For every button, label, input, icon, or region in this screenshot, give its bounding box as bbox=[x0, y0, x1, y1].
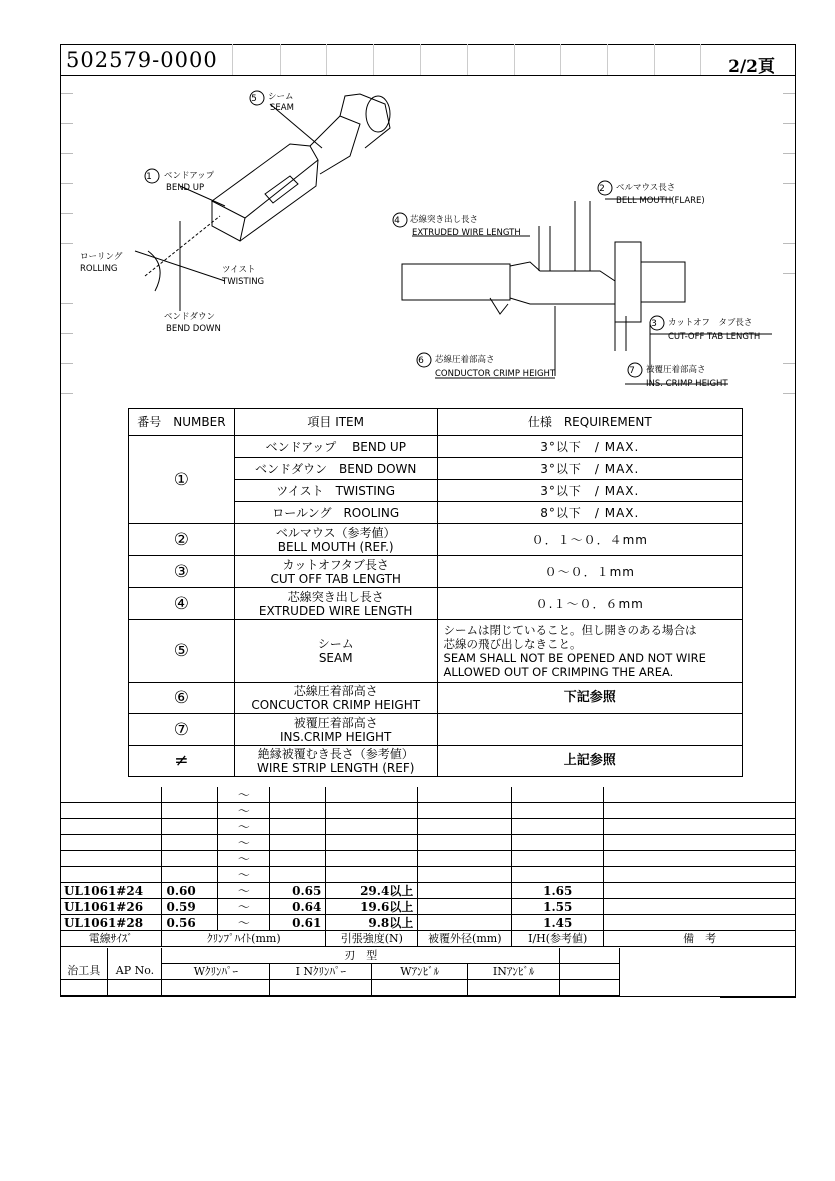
header-grid-line bbox=[560, 44, 561, 75]
tilde: ～ bbox=[218, 899, 270, 915]
rolling-arc bbox=[148, 251, 160, 291]
bendup-jp: ベンドアップ bbox=[164, 171, 215, 181]
row-item: ロールング ROOLING bbox=[234, 502, 437, 524]
in-crimper-label: I Nｸﾘﾝﾊﾟｰ bbox=[270, 964, 372, 980]
cutoff-num: 3 bbox=[651, 319, 657, 329]
tilde: ～ bbox=[218, 819, 270, 835]
side-view-body bbox=[510, 262, 615, 304]
item-jp: 被覆圧着部高さ bbox=[293, 715, 378, 730]
bendup-en: BEND UP bbox=[166, 183, 205, 193]
header-grid-line bbox=[467, 44, 468, 75]
tooling-row bbox=[60, 948, 620, 964]
terminal-drawing bbox=[60, 76, 796, 406]
insulation-od bbox=[418, 915, 512, 931]
empty-row bbox=[60, 835, 796, 851]
row-requirement: 3°以下 / MAX. bbox=[437, 436, 742, 458]
terminal-box bbox=[212, 144, 318, 218]
empty-row bbox=[60, 787, 796, 803]
extruded-en: EXTRUDED WIRE LENGTH bbox=[412, 228, 521, 238]
bell-num: 2 bbox=[599, 184, 605, 194]
item-en: WIRE STRIP LENGTH (REF) bbox=[256, 761, 415, 775]
terminal-barrel bbox=[340, 94, 390, 148]
remarks bbox=[604, 915, 796, 931]
conductor-jp: 芯線圧着部高さ bbox=[435, 355, 495, 365]
tilde: ～ bbox=[218, 883, 270, 899]
remarks bbox=[604, 883, 796, 899]
empty-row bbox=[60, 867, 796, 883]
header-requirement: 仕様 REQUIREMENT bbox=[437, 409, 742, 436]
tensile: 19.6以上 bbox=[326, 899, 418, 915]
blank bbox=[162, 980, 270, 996]
side-view-tab bbox=[615, 242, 641, 322]
req-line: シームは閉じていること。但し開きのある場合は bbox=[443, 623, 697, 637]
ins-num: 7 bbox=[629, 366, 635, 376]
blank bbox=[372, 980, 468, 996]
spec-table bbox=[128, 408, 743, 777]
tensile: 9.8以上 bbox=[326, 915, 418, 931]
blank bbox=[270, 980, 372, 996]
item-jp: カットオフタブ長さ bbox=[282, 557, 389, 572]
side-view-end bbox=[641, 262, 685, 302]
ih-value: 1.45 bbox=[512, 915, 604, 931]
row-item bbox=[234, 588, 437, 620]
w-anvil-label: Wｱﾝﾋﾞﾙ bbox=[372, 964, 468, 980]
crimp-max: 0.65 bbox=[270, 883, 326, 899]
w-crimper-label: Wｸﾘﾝﾊﾟｰ bbox=[162, 964, 270, 980]
ap-no-label: AP No. bbox=[108, 964, 162, 980]
tensile: 29.4以上 bbox=[326, 883, 418, 899]
row-requirement bbox=[437, 714, 742, 746]
blank bbox=[560, 948, 620, 964]
crimp-row bbox=[60, 915, 796, 931]
spec-header-row bbox=[129, 409, 743, 436]
col-ih: I/H(参考値) bbox=[512, 931, 604, 947]
row-requirement: 3°以下 / MAX. bbox=[437, 458, 742, 480]
blank bbox=[560, 980, 620, 996]
header-grid-line bbox=[654, 44, 655, 75]
extruded-jp: 芯線突き出し長さ bbox=[410, 215, 479, 225]
row-number: ⑦ bbox=[129, 714, 235, 746]
header-grid-line bbox=[232, 44, 233, 75]
blank bbox=[560, 964, 620, 980]
spec-row bbox=[129, 436, 743, 458]
row-requirement: 上記参照 bbox=[437, 746, 742, 777]
item-en: CONCUCTOR CRIMP HEIGHT bbox=[251, 698, 421, 712]
blank bbox=[60, 948, 108, 964]
ins-jp: 被覆圧着部高さ bbox=[646, 365, 706, 375]
tilde: ～ bbox=[218, 915, 270, 931]
in-anvil-label: INｱﾝﾋﾞﾙ bbox=[468, 964, 560, 980]
rolling-jp: ローリング bbox=[80, 252, 123, 262]
bell-en: BELL MOUTH(FLARE) bbox=[616, 196, 705, 206]
terminal-front bbox=[212, 201, 245, 241]
seam-jp: シーム bbox=[268, 92, 294, 102]
item-jp: 芯線突き出し長さ bbox=[287, 589, 384, 604]
extruded-num: 4 bbox=[394, 216, 400, 226]
item-en: SEAM bbox=[318, 651, 353, 665]
row-number: ③ bbox=[129, 556, 235, 588]
spec-row bbox=[129, 714, 743, 746]
header-item: 項目 ITEM bbox=[234, 409, 437, 436]
row-requirement: ０．１～０．４mm bbox=[437, 524, 742, 556]
spec-row bbox=[129, 588, 743, 620]
spec-row bbox=[129, 683, 743, 714]
blank bbox=[108, 980, 162, 996]
header-grid-line bbox=[700, 44, 701, 75]
item-en: BELL MOUTH (REF.) bbox=[277, 539, 394, 554]
cutoff-jp: カットオフ タブ長さ bbox=[668, 318, 753, 328]
item-en: EXTRUDED WIRE LENGTH bbox=[258, 603, 413, 618]
wire-size: UL1061#24 bbox=[60, 883, 162, 899]
blank bbox=[108, 948, 162, 964]
row-item: ベンドアップ BEND UP bbox=[234, 436, 437, 458]
header-grid-line bbox=[326, 44, 327, 75]
row-number: ⑤ bbox=[129, 620, 235, 683]
tooling-row bbox=[60, 980, 620, 996]
seam-num: 5 bbox=[251, 94, 257, 104]
bendup-num: 1 bbox=[146, 172, 152, 182]
row-item bbox=[234, 620, 437, 683]
row-requirement: 3°以下 / MAX. bbox=[437, 480, 742, 502]
header-grid-line bbox=[514, 44, 515, 75]
row-item: ベンドダウン BEND DOWN bbox=[234, 458, 437, 480]
tooling-row bbox=[60, 964, 620, 980]
row-item: ツイスト TWISTING bbox=[234, 480, 437, 502]
wire-size: UL1061#26 bbox=[60, 899, 162, 915]
tilde: ～ bbox=[218, 787, 270, 803]
bottom-line bbox=[720, 997, 796, 998]
item-jp: ベルマウス（参考値） bbox=[275, 525, 396, 540]
tilde: ～ bbox=[218, 803, 270, 819]
seam-en: SEAM bbox=[270, 103, 294, 113]
row-number: ≠ bbox=[129, 746, 235, 777]
spec-row bbox=[129, 620, 743, 683]
side-view-wire bbox=[402, 264, 510, 300]
col-remarks: 備 考 bbox=[604, 931, 796, 947]
spec-row bbox=[129, 524, 743, 556]
die-label: 刃 型 bbox=[162, 948, 560, 964]
crimp-row bbox=[60, 883, 796, 899]
crimp-row bbox=[60, 899, 796, 915]
col-crimp-height: ｸﾘﾝﾌﾟﾊｲﾄ(mm) bbox=[162, 931, 326, 947]
header-grid-line bbox=[607, 44, 608, 75]
empty-row bbox=[60, 819, 796, 835]
page-number: 2/2頁 bbox=[728, 57, 775, 77]
wire-size: UL1061#28 bbox=[60, 915, 162, 931]
row-item bbox=[234, 683, 437, 714]
tooling-table bbox=[60, 948, 620, 996]
conductor-en: CONDUCTOR CRIMP HEIGHT bbox=[435, 369, 556, 379]
ih-value: 1.65 bbox=[512, 883, 604, 899]
crimp-min: 0.59 bbox=[162, 899, 218, 915]
row-number: ④ bbox=[129, 588, 235, 620]
ih-value: 1.55 bbox=[512, 899, 604, 915]
cutoff-en: CUT-OFF TAB LENGTH bbox=[668, 332, 761, 342]
row-number: ② bbox=[129, 524, 235, 556]
row-requirement: ０.１～０．６mm bbox=[437, 588, 742, 620]
benddown-en: BEND DOWN bbox=[166, 324, 221, 334]
blank bbox=[468, 980, 560, 996]
twist-jp: ツイスト bbox=[222, 265, 256, 275]
row-requirement: ０～０．１mm bbox=[437, 556, 742, 588]
row-requirement bbox=[437, 620, 742, 683]
item-jp: シーム bbox=[317, 637, 354, 651]
remarks bbox=[604, 899, 796, 915]
empty-row bbox=[60, 803, 796, 819]
row-number: ① bbox=[129, 436, 235, 524]
jig-label: 治工具 bbox=[60, 964, 108, 980]
row-item bbox=[234, 524, 437, 556]
req-line: ALLOWED OUT OF CRIMPING THE AREA. bbox=[443, 665, 674, 679]
crimp-table bbox=[60, 787, 796, 947]
tilde: ～ bbox=[218, 867, 270, 883]
crimp-header-row bbox=[60, 931, 796, 947]
tilde: ～ bbox=[218, 835, 270, 851]
row-requirement: 下記参照 bbox=[437, 683, 742, 714]
header-number: 番号 NUMBER bbox=[129, 409, 235, 436]
col-tensile: 引張強度(N) bbox=[326, 931, 418, 947]
rolling-en: ROLLING bbox=[80, 264, 118, 274]
item-en: INS.CRIMP HEIGHT bbox=[279, 729, 392, 744]
item-jp: 絶縁被覆むき長さ（参考値） bbox=[257, 747, 414, 761]
spec-row bbox=[129, 556, 743, 588]
empty-row bbox=[60, 851, 796, 867]
row-number: ⑥ bbox=[129, 683, 235, 714]
ins-en: INS. CRIMP HEIGHT bbox=[646, 379, 728, 389]
benddown-jp: ベンドダウン bbox=[164, 312, 216, 322]
row-item bbox=[234, 714, 437, 746]
row-requirement: 8°以下 / MAX. bbox=[437, 502, 742, 524]
bell-jp: ベルマウス長さ bbox=[616, 183, 676, 193]
header-grid-line bbox=[420, 44, 421, 75]
tilde: ～ bbox=[218, 851, 270, 867]
row-item bbox=[234, 746, 437, 777]
item-jp: 芯線圧着部高さ bbox=[293, 684, 378, 698]
header-grid-line bbox=[373, 44, 374, 75]
header-grid-line bbox=[280, 44, 281, 75]
blank bbox=[60, 980, 108, 996]
item-en: CUT OFF TAB LENGTH bbox=[270, 571, 401, 586]
insulation-od bbox=[418, 899, 512, 915]
insulation-od bbox=[418, 883, 512, 899]
crimp-min: 0.56 bbox=[162, 915, 218, 931]
req-line: 芯線の飛び出しなきこと。 bbox=[443, 637, 582, 651]
part-number: 502579-0000 bbox=[66, 48, 218, 72]
crimp-max: 0.61 bbox=[270, 915, 326, 931]
twist-en: TWISTING bbox=[222, 277, 265, 287]
row-item bbox=[234, 556, 437, 588]
req-line: SEAM SHALL NOT BE OPENED AND NOT WIRE bbox=[443, 651, 706, 665]
conductor-num: 6 bbox=[418, 356, 424, 366]
crimp-min: 0.60 bbox=[162, 883, 218, 899]
spec-row bbox=[129, 746, 743, 777]
col-wire-size: 電線ｻｲｽﾞ bbox=[60, 931, 162, 947]
col-insulation-od: 被覆外径(mm) bbox=[418, 931, 512, 947]
crimp-max: 0.64 bbox=[270, 899, 326, 915]
